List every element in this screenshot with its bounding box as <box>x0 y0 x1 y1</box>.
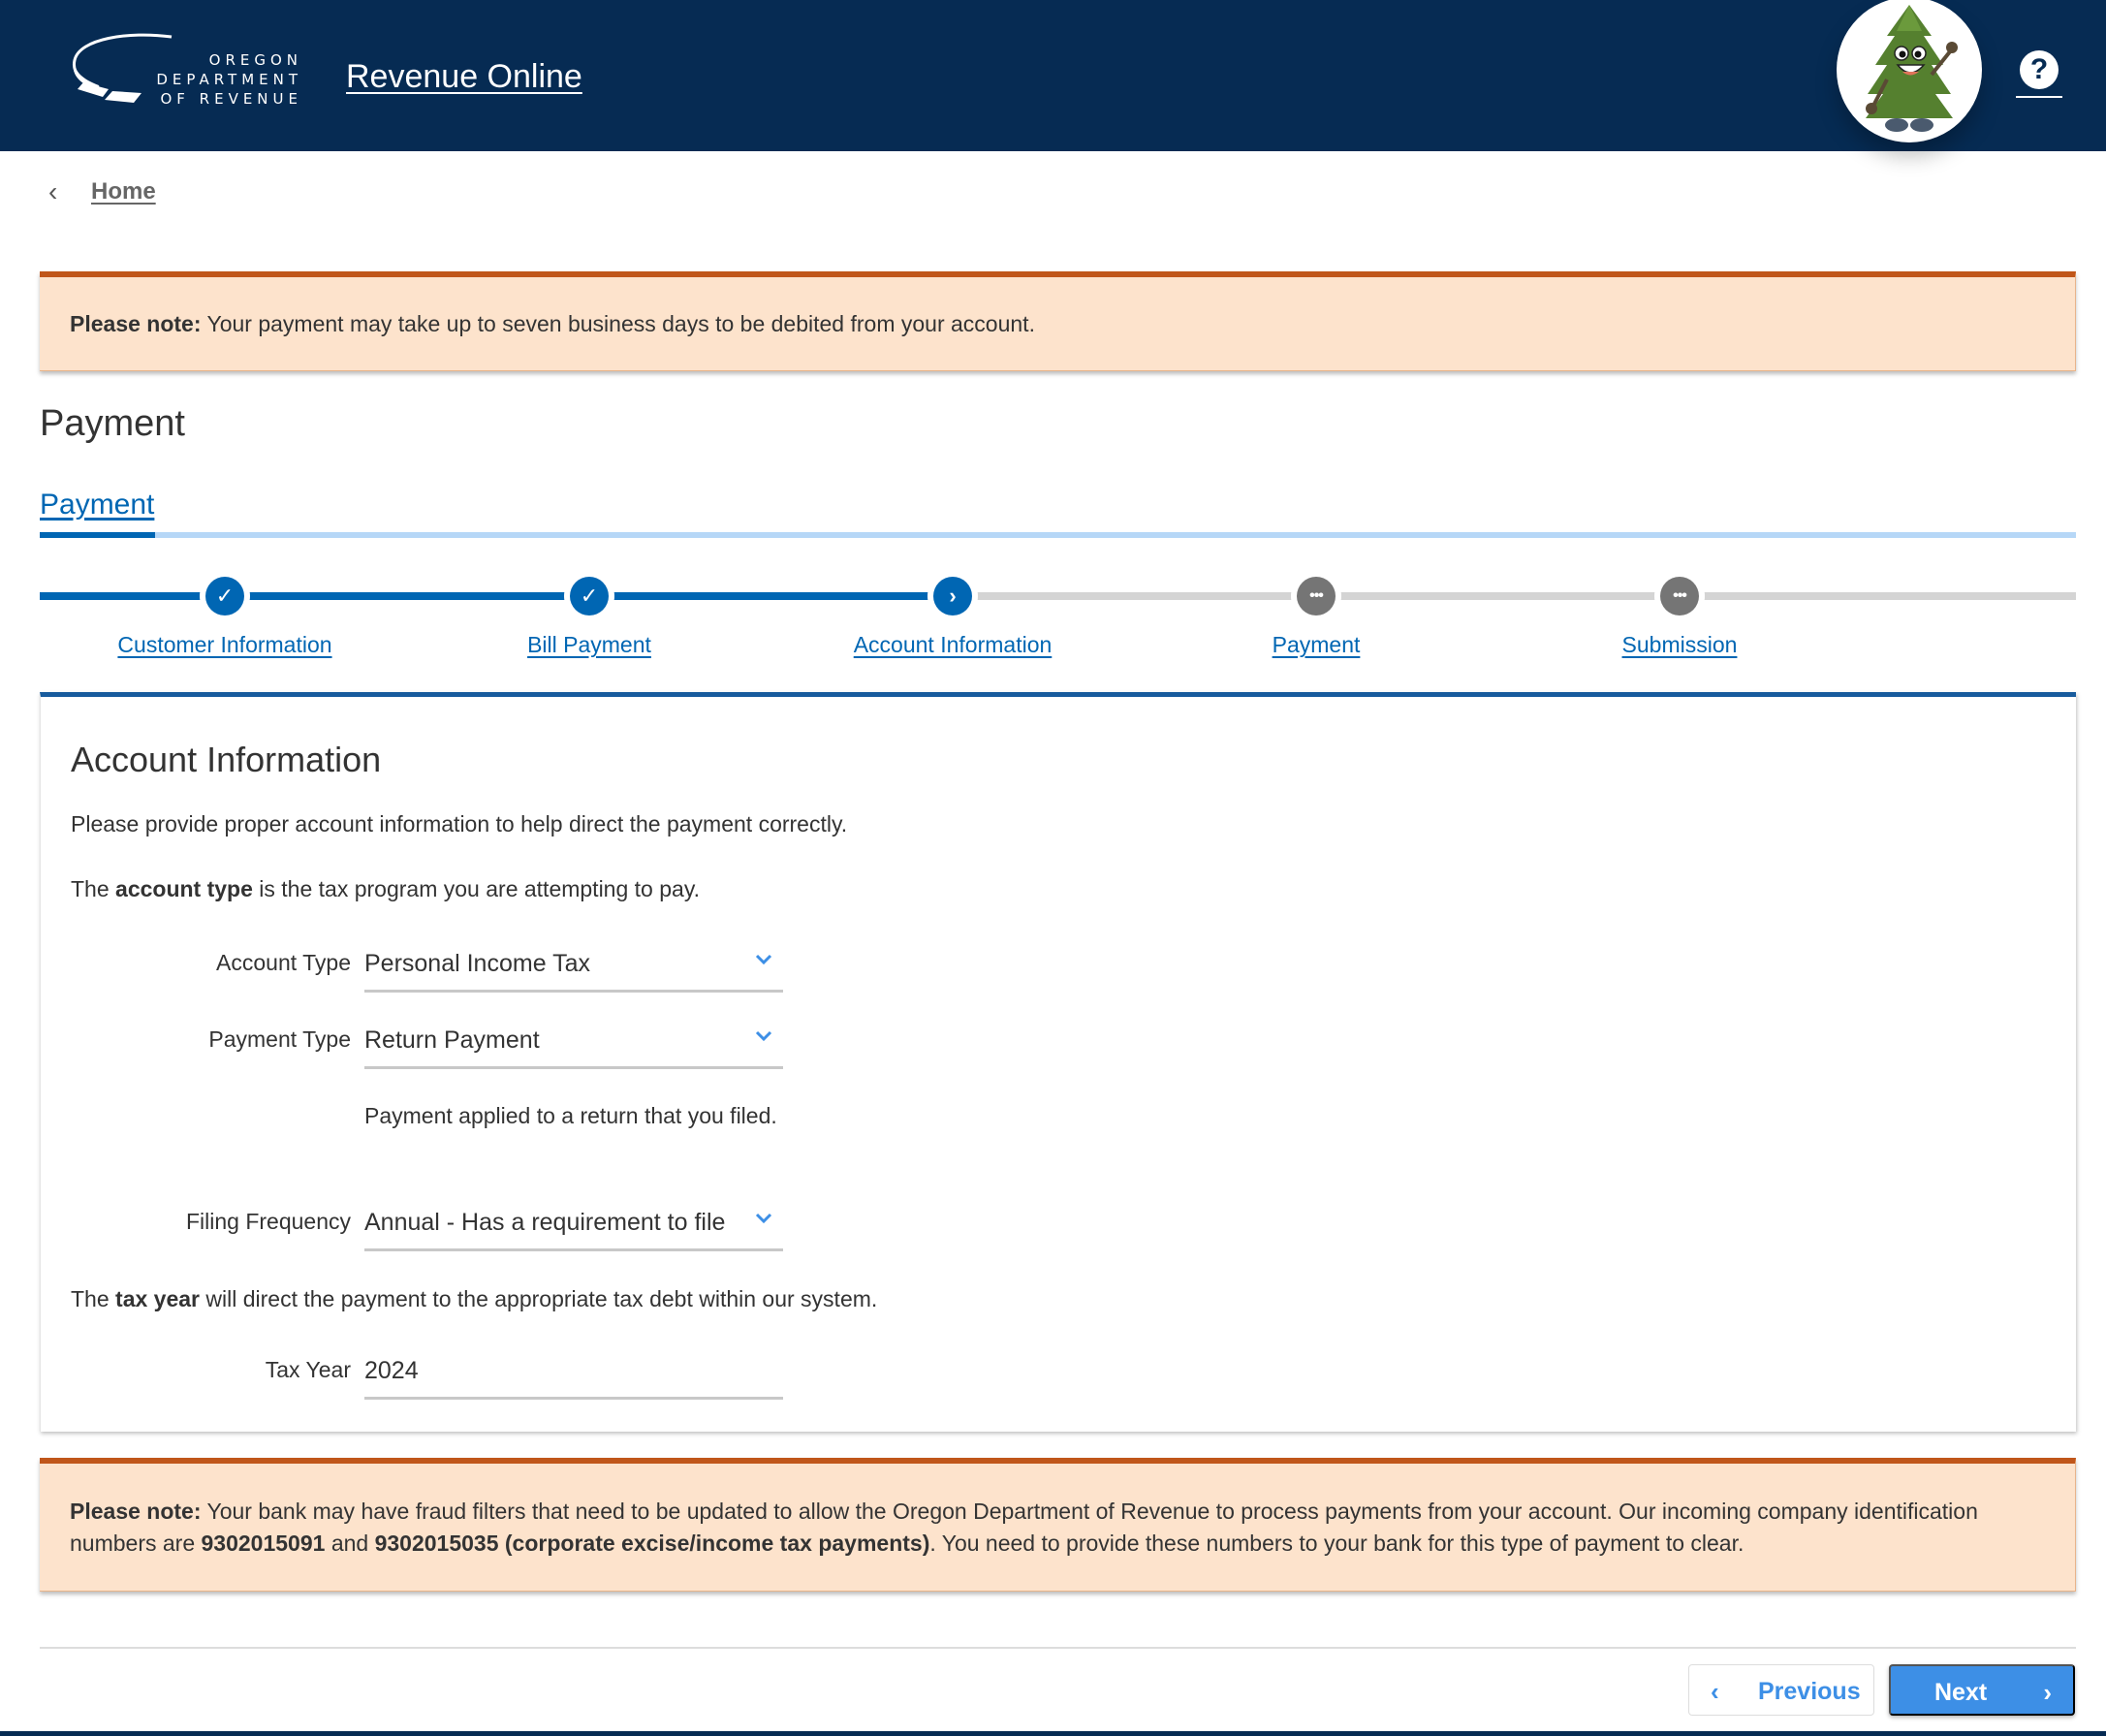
help-button[interactable] <box>2020 50 2059 97</box>
notice-prefix: Please note: <box>70 310 202 336</box>
notice-text <box>70 1496 2045 1560</box>
notice-banner-fraud-filters <box>40 1458 2076 1592</box>
payment-type-select[interactable] <box>364 1019 783 1069</box>
payment-type-label: Payment Type <box>208 1026 351 1052</box>
company-id-1: 9302015091 <box>201 1530 326 1556</box>
intro-text: Please provide proper account information to help direct the payment correctly. <box>71 811 848 836</box>
account-type-value: Personal Income Tax <box>364 950 590 977</box>
account-type-note <box>71 876 700 902</box>
notice-body-1: Your bank may have fraud filters that need to be updated to allow the Oregon Department of Revenue to process payments from your account. Our incoming company identification numbers are <box>70 1498 1978 1556</box>
oregon-dor-logo[interactable] <box>70 29 302 116</box>
tab-bar <box>40 489 2076 539</box>
chevron-left-icon: ‹ <box>48 176 58 206</box>
note-bold: account type <box>115 876 253 901</box>
note-post: is the tax program you are attempting to pay. <box>252 876 700 901</box>
tax-year-label: Tax Year <box>265 1357 351 1382</box>
logo-line-department: DEPARTMENT <box>156 71 302 88</box>
step-label[interactable]: Payment <box>1272 632 1361 657</box>
stepper-line-remaining <box>956 592 2076 600</box>
note-bold: tax year <box>115 1286 200 1311</box>
chevron-right-icon: › <box>2043 1678 2052 1707</box>
logo-line-of-revenue: OF REVENUE <box>160 90 302 108</box>
account-information-card <box>40 692 2076 1432</box>
check-icon: ✓ <box>205 577 244 615</box>
tab-payment[interactable]: Payment <box>40 489 155 521</box>
tab-active-indicator <box>40 532 155 538</box>
payment-type-help: Payment applied to a return that you filed. <box>364 1103 777 1128</box>
previous-button[interactable] <box>1688 1664 1874 1716</box>
chevron-right-icon: › <box>933 577 972 615</box>
note-pre: The <box>71 876 116 901</box>
page-title: Payment <box>40 403 185 444</box>
progress-stepper <box>40 572 2076 659</box>
previous-label: Previous <box>1758 1678 1861 1705</box>
notice-prefix: Please note: <box>70 1498 202 1524</box>
note-pre: The <box>71 1286 116 1311</box>
logo-text <box>156 50 302 109</box>
company-id-2: 9302015035 (corporate excise/income tax payments) <box>374 1530 930 1556</box>
footer-bar <box>0 1731 2106 1736</box>
step-label[interactable]: Account Information <box>853 632 1053 657</box>
step-customer-information[interactable] <box>79 572 370 658</box>
ellipsis-icon: ••• <box>1297 577 1336 615</box>
notice-body-2: and <box>325 1530 375 1556</box>
ellipsis-icon: ••• <box>1660 577 1699 615</box>
tab-track <box>40 532 2076 538</box>
notice-text <box>70 311 1035 337</box>
filing-frequency-label: Filing Frequency <box>185 1209 351 1234</box>
chevron-left-icon: ‹ <box>1711 1677 1719 1706</box>
step-payment[interactable] <box>1171 572 1462 658</box>
account-type-select[interactable] <box>364 942 783 993</box>
breadcrumb-home[interactable] <box>48 174 156 209</box>
step-label[interactable]: Customer Information <box>117 632 332 657</box>
account-type-label: Account Type <box>216 950 351 975</box>
chevron-down-icon <box>754 950 773 969</box>
note-post: will direct the payment to the appropriate tax debt within our system. <box>200 1286 878 1311</box>
revenue-online-link[interactable]: Revenue Online <box>346 58 582 95</box>
notice-body-3: . You need to provide these numbers to your bank for this type of payment to clear. <box>929 1530 1745 1556</box>
tree-mascot-avatar[interactable] <box>1837 0 1982 142</box>
actions-divider <box>40 1647 2076 1649</box>
site-header <box>0 0 2106 151</box>
filing-frequency-value: Annual - Has a requirement to file <box>364 1209 726 1236</box>
section-title: Account Information <box>71 740 382 779</box>
check-icon: ✓ <box>570 577 609 615</box>
chevron-down-icon <box>754 1209 773 1228</box>
chevron-down-icon <box>754 1026 773 1046</box>
next-button[interactable] <box>1889 1664 2075 1716</box>
step-label[interactable]: Bill Payment <box>527 632 651 657</box>
filing-frequency-select[interactable] <box>364 1201 783 1251</box>
step-account-information[interactable] <box>807 572 1098 658</box>
next-label: Next <box>1934 1679 1988 1706</box>
help-icon: ? <box>2020 50 2059 89</box>
step-label[interactable]: Submission <box>1621 632 1738 657</box>
step-bill-payment[interactable] <box>444 572 735 658</box>
home-link[interactable]: Home <box>91 178 156 205</box>
payment-type-value: Return Payment <box>364 1026 540 1054</box>
tax-year-note <box>71 1286 877 1312</box>
notice-banner-debit <box>40 271 2076 371</box>
step-submission[interactable] <box>1534 572 1825 658</box>
tax-year-value: 2024 <box>364 1357 419 1384</box>
notice-body: Your payment may take up to seven business days to be debited from your account. <box>201 310 1035 336</box>
tax-year-input[interactable] <box>364 1349 783 1400</box>
tree-mascot-icon <box>1837 0 1982 142</box>
logo-line-oregon: OREGON <box>208 51 302 69</box>
help-underline <box>2016 96 2062 98</box>
